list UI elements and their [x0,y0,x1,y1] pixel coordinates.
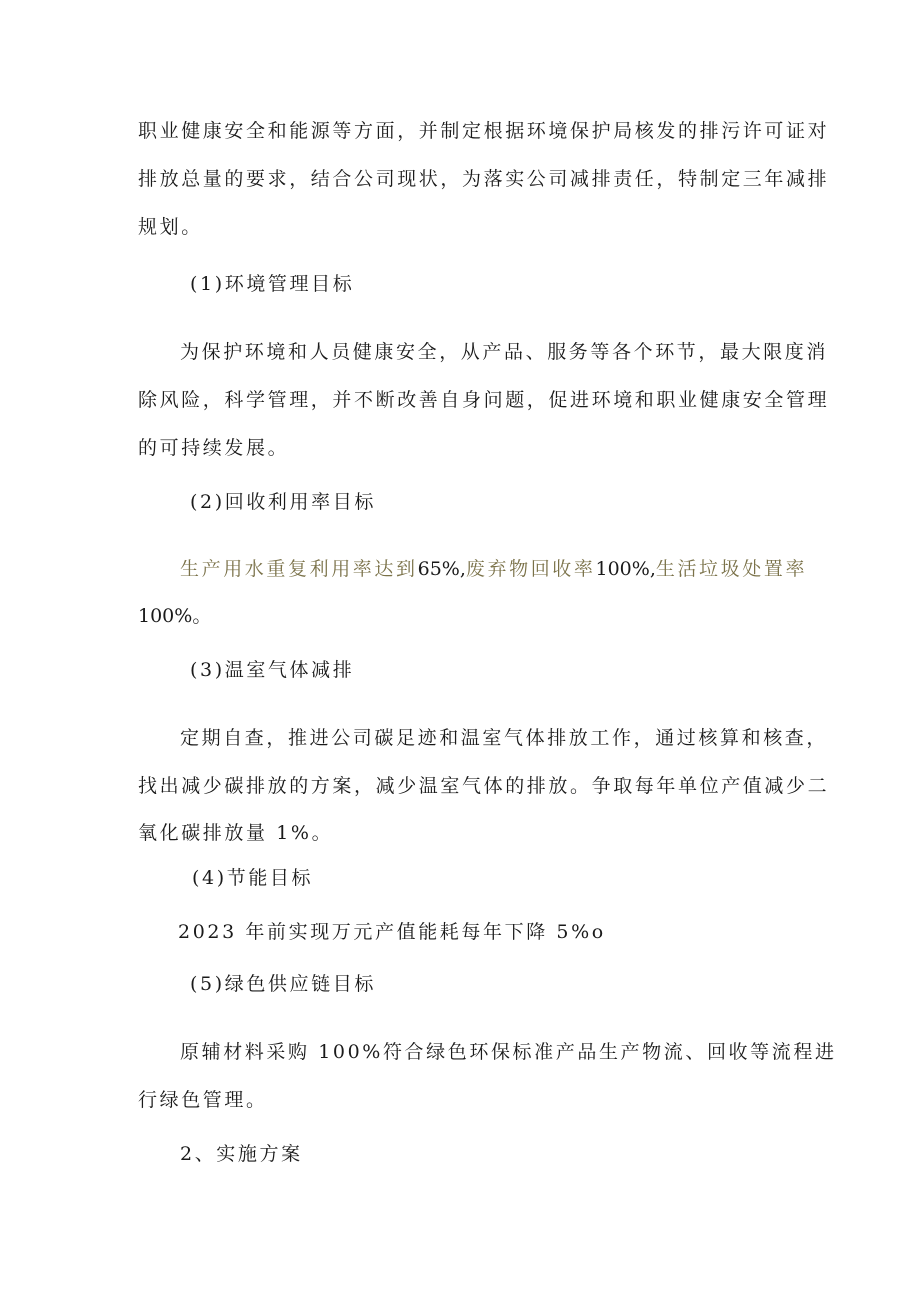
section1-line-3: 的可持续发展。 [138,437,290,459]
section-heading-supply-chain: (5)绿色供应链目标 [190,973,376,995]
section5-line-2: 行绿色管理。 [138,1089,268,1111]
waste-recovery-text: 废弃物回收率 [465,558,596,580]
section5-line-1: 原辅材料采购 100%符合绿色环保标准产品生产物流、回收等流程进 [180,1041,837,1063]
intro-line-1: 职业健康安全和能源等方面，并制定根据环境保护局核发的排污许可证对 [138,120,830,142]
section2-line-1 [180,557,807,581]
section1-line-2: 除风险，科学管理，并不断改善自身问题，促进环境和职业健康安全管理 [138,389,830,411]
water-reuse-value: 65%, [417,558,466,580]
waste-recovery-value: 100%, [595,558,656,580]
section4-line-1: 2023 年前实现万元产值能耗每年下降 5%o [178,921,606,943]
section-heading-greenhouse: (3)温室气体减排 [190,659,355,681]
intro-line-3: 规划。 [138,216,203,238]
intro-line-2: 排放总量的要求，结合公司现状，为落实公司减排责任，特制定三年减排 [138,168,830,190]
section3-line-2: 找出减少碳排放的方案，减少温室气体的排放。争取每年单位产值减少二 [138,775,830,797]
section-heading-recycling: (2)回收利用率目标 [190,491,376,513]
garbage-disposal-text: 生活垃圾处置率 [655,558,808,580]
section-heading-energy: (4)节能目标 [192,867,314,889]
section3-line-1: 定期自查，推进公司碳足迹和温室气体排放工作，通过核算和核查， [180,727,829,749]
section-heading-environment: (1)环境管理目标 [190,273,355,295]
section2-line-2: 100%。 [138,605,212,627]
section1-line-1: 为保护环境和人员健康安全，从产品、服务等各个环节，最大限度消 [180,341,829,363]
water-reuse-text: 生产用水重复利用率达到 [180,558,418,580]
section3-line-3: 氧化碳排放量 1%。 [138,822,334,844]
section-heading-implementation: 2、实施方案 [180,1143,303,1165]
